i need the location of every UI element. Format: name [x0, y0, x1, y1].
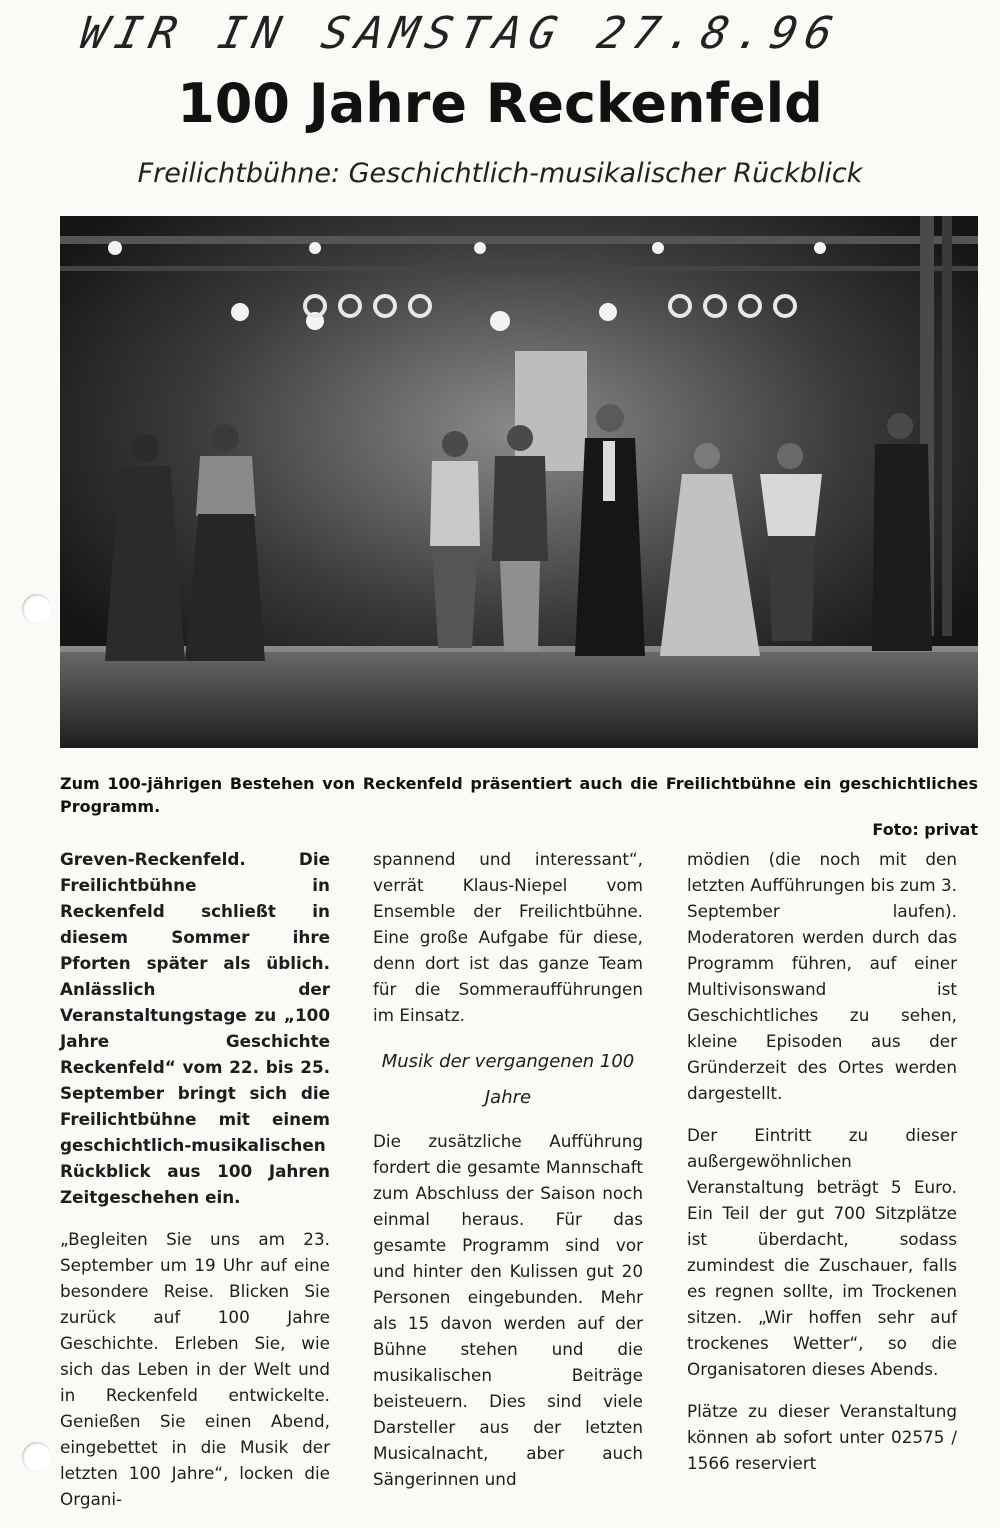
article-paragraph: Die zusätzliche Aufführung fordert die gesamte Mannschaft zum Abschluss der Saison noch einmal heraus. Für das gesamte Programm sind vor und hinter den Kulissen gut 20 Personen eingebunden. Mehr als 15 davon werden auf der Bühne stehen und die musikalischen Beiträge beisteuern. Dies sind viele Darsteller aus der letzten Musicalnacht, aber auch Sängerinnen und [373, 1131, 643, 1489]
article-column-1 [60, 846, 330, 1528]
photo-caption [60, 772, 978, 841]
article-paragraph: Plätze zu dieser Veranstaltung können ab sofort unter 02575 / 1566 reserviert [687, 1401, 957, 1473]
article-subheading: Musik der vergangenen 100 Jahre [381, 1051, 635, 1108]
subheadline: Freilichtbühne: Geschichtlich-musikalischer Rückblick [137, 158, 863, 189]
stage-performers-photo [60, 216, 978, 748]
article-paragraph: mödien (die noch mit den letzten Aufführungen bis zum 3. September laufen). Moderatoren werden durch das Programm führen, auf einer Multivisonswand ist Geschichtliches zu sehen, kleine Episoden aus der Gründerzeit des Ortes werden dargestellt. [687, 849, 957, 1103]
article-paragraph: „Begleiten Sie uns am 23. September um 19 Uhr auf eine besondere Reise. Blicken Sie zurück auf 100 Jahre Geschichte. Erleben Sie, wie sich das Leben in der Welt und in Reckenfeld entwickelte. Genießen Sie einen Abend, eingebettet in die Musik der letzten 100 Jahre“, locken die Organi- [60, 1229, 330, 1509]
article-lead: Greven-Reckenfeld. Die Freilichtbühne in Reckenfeld schließt in diesem Sommer ihre Pforten später als üblich. Anlässlich der Veranstaltungstage zu „100 Jahre Geschichte Reckenfeld“ vom 22. bis 25. September bringt sich die Freilichtbühne mit einem geschichtlich-musikalischen Rückblick aus 100 Jahren Zeitgeschehen ein. [60, 849, 330, 1207]
article-paragraph: Der Eintritt zu dieser außergewöhnlichen Veranstaltung beträgt 5 Euro. Ein Teil der gut 700 Sitzplätze ist überdacht, sodass zumindest die Zuschauer, falls es regnen sollte, im Trockenen sitzen. „Wir hoffen sehr auf trockenes Wetter“, so die Organisatoren dieses Abends. [687, 1125, 957, 1379]
article-column-3 [687, 846, 957, 1492]
article-column-2 [373, 846, 643, 1508]
handwritten-clipping-note: WIR IN SAMSTAG 27.8.96 [75, 8, 846, 59]
punch-hole-bottom [22, 1442, 52, 1472]
headline: 100 Jahre Reckenfeld [177, 72, 823, 135]
stage-photo-illustration [60, 216, 978, 748]
punch-hole-top [22, 594, 52, 624]
caption-text: Zum 100-jährigen Bestehen von Reckenfeld präsentiert auch die Freilichtbühne ein geschichtliches Programm. [60, 774, 978, 816]
photo-credit: Foto: privat [872, 820, 978, 839]
article-paragraph: spannend und interessant“, verrät Klaus-Niepel vom Ensemble der Freilichtbühne. Eine große Aufgabe für diese, denn dort ist das ganze Team für die Sommeraufführungen im Einsatz. [373, 849, 643, 1025]
